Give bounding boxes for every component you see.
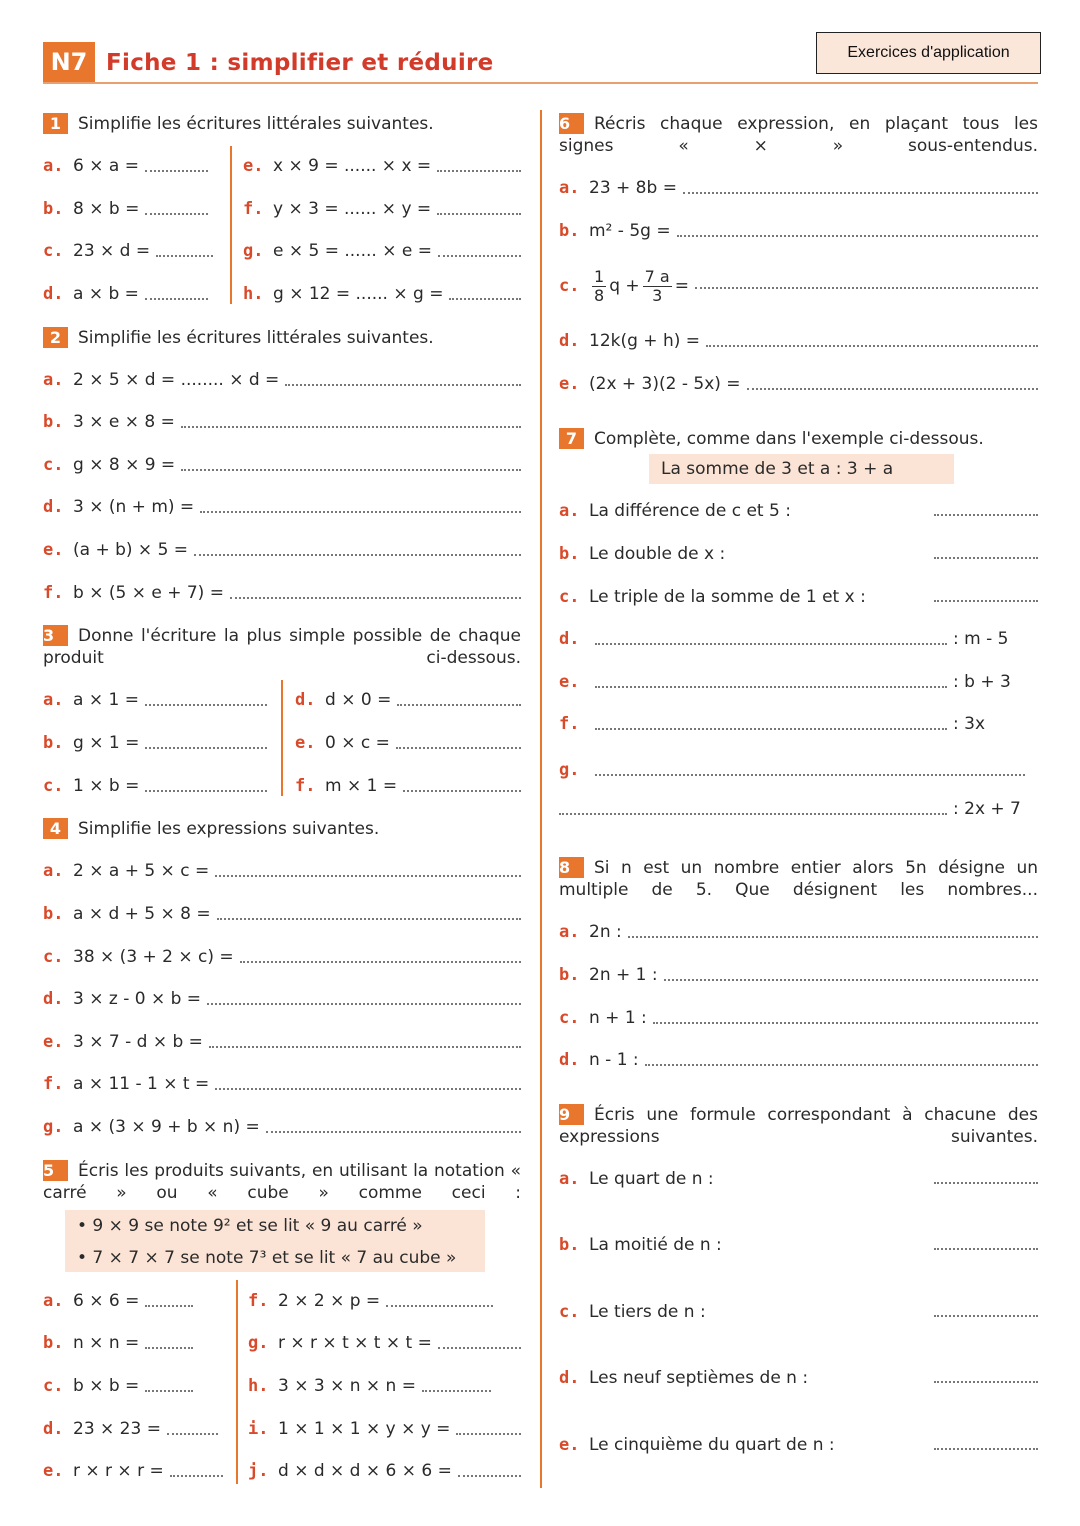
answer-blank[interactable] [145, 743, 267, 749]
item-text: 8 [594, 285, 605, 305]
item-text: 1 × b = [73, 776, 140, 796]
answer-blank[interactable] [934, 1178, 1038, 1184]
exercise-type-box: Exercices d'application [816, 32, 1041, 74]
answer-blank[interactable] [167, 1429, 218, 1435]
exercise-item [559, 501, 1038, 521]
item-label: j. [248, 1461, 269, 1481]
title-rule [43, 82, 1038, 84]
answer-blank[interactable] [145, 786, 267, 792]
item-text: : 2x + 7 [953, 799, 1021, 819]
item-text: 2n : [589, 922, 622, 942]
item-text: 6 × 6 = [73, 1291, 140, 1311]
item-label: f. [295, 776, 316, 796]
item-label: f. [248, 1291, 269, 1311]
item-text: g × 8 × 9 = [73, 455, 176, 475]
item-label: a. [43, 861, 64, 881]
item-text: g × 1 = [73, 733, 140, 753]
item-label: f. [559, 714, 580, 734]
exercise-item [248, 1461, 521, 1481]
exercise-instruction: Si n est un nombre entier alors 5n désigne un multiple de 5. Que désignent les nombres... [559, 858, 1038, 900]
item-label: d. [43, 497, 64, 517]
item-label: f. [243, 199, 264, 219]
exercise-instruction: Écris les produits suivants, en utilisant la notation « carré » ou « cube » comme ceci : [43, 1161, 521, 1203]
item-text: a × b = [73, 284, 139, 304]
answer-blank[interactable] [934, 1377, 1038, 1383]
exercise-7-heading [559, 428, 1038, 450]
exercise-number: 8 [559, 857, 584, 878]
exercise-instruction: Simplifie les écritures littérales suivantes. [78, 328, 434, 348]
answer-blank[interactable] [747, 384, 1038, 390]
item-label: f. [43, 583, 64, 603]
answer-blank[interactable] [595, 770, 1025, 776]
answer-blank[interactable] [145, 1386, 193, 1392]
item-text: 3 [652, 285, 663, 305]
exercise-item [43, 861, 521, 881]
item-text: m × 1 = [325, 776, 398, 796]
notation-hint-box [65, 1210, 485, 1272]
exercise-item [43, 583, 521, 603]
page-title: Fiche 1 : simplifier et réduire [106, 50, 494, 76]
exercise-item [43, 947, 521, 967]
item-label: e. [559, 1435, 580, 1455]
item-text: 8 × b = [73, 199, 140, 219]
exercise-number: 2 [43, 327, 68, 348]
answer-blank[interactable] [240, 957, 521, 963]
item-text: x × 9 = ...... × x = [273, 156, 432, 176]
answer-blank[interactable] [266, 1127, 521, 1133]
answer-blank[interactable] [156, 251, 213, 257]
exercise-item [43, 497, 521, 517]
fraction [643, 268, 672, 305]
item-text: a × d + 5 × 8 = [73, 904, 211, 924]
exercise-instruction: Simplifie les expressions suivantes. [78, 819, 380, 839]
item-label: a. [559, 922, 580, 942]
item-label: b. [559, 544, 580, 564]
item-label: d. [295, 690, 316, 710]
item-text: a × 11 - 1 × t = [73, 1074, 210, 1094]
item-text: g × 12 = ...... × g = [273, 284, 444, 304]
exercise-item [43, 540, 521, 560]
answer-blank[interactable] [207, 999, 521, 1005]
item-label: h. [243, 284, 264, 304]
item-text: n + 1 : [589, 1008, 647, 1028]
item-text: Le cinquième du quart de n : [589, 1435, 835, 1455]
chapter-badge: N7 [43, 42, 95, 82]
column-divider [540, 110, 542, 1488]
item-label: g. [248, 1333, 269, 1353]
answer-blank[interactable] [595, 682, 947, 688]
answer-blank[interactable] [145, 294, 208, 300]
exercise-item [43, 412, 521, 432]
exercise-number: 5 [43, 1160, 68, 1181]
answer-blank[interactable] [285, 380, 521, 386]
exercise-number: 9 [559, 1104, 584, 1125]
item-text: e × 5 = ...... × e = [273, 241, 432, 261]
exercise-instruction: Simplifie les écritures littérales suivantes. [78, 114, 434, 134]
exercise-8-heading [559, 857, 1038, 901]
answer-blank[interactable] [653, 1018, 1038, 1024]
item-label: a. [43, 1291, 64, 1311]
item-text: y × 3 = ...... × y = [273, 199, 432, 219]
item-text: La différence de c et 5 : [589, 501, 791, 521]
item-label: c. [559, 587, 580, 607]
item-text: b × b = [73, 1376, 140, 1396]
exercise-item [43, 1074, 521, 1094]
exercise-item [43, 989, 521, 1009]
answer-blank[interactable] [215, 871, 521, 877]
item-text: 23 × d = [73, 241, 151, 261]
exercise-6-heading [559, 113, 1038, 157]
exercise-number: 1 [43, 113, 68, 134]
exercise-item [43, 733, 267, 753]
exercise-instruction: Récris chaque expression, en plaçant tous les signes « × » sous-entendus. [559, 114, 1038, 156]
exercise-item [559, 1435, 1038, 1455]
item-label: e. [43, 540, 64, 560]
item-text: = [674, 276, 689, 296]
exercise-item [248, 1291, 493, 1311]
item-text: n - 1 : [589, 1050, 639, 1070]
answer-blank[interactable] [386, 1301, 493, 1307]
item-label: c. [43, 241, 64, 261]
answer-blank[interactable] [438, 251, 521, 257]
item-label: c. [43, 1376, 64, 1396]
exercise-item [559, 1008, 1038, 1028]
item-text: r × r × t × t × t = [278, 1333, 432, 1353]
exercise-5-heading [43, 1160, 521, 1204]
exercise-item [43, 1117, 521, 1137]
item-label: f. [43, 1074, 64, 1094]
exercise-item [559, 221, 1038, 241]
exercise-item [43, 156, 208, 176]
exercise-item [559, 1368, 1038, 1388]
exercise-number: 7 [559, 428, 584, 449]
exercise-item [43, 241, 213, 261]
answer-blank[interactable] [181, 465, 521, 471]
exercise-item [559, 760, 1025, 780]
item-label: d. [559, 629, 580, 649]
answer-blank[interactable] [934, 1244, 1038, 1250]
exercise-item [559, 922, 1038, 942]
answer-blank[interactable] [397, 700, 521, 706]
item-label: a. [43, 370, 64, 390]
item-label: i. [248, 1419, 269, 1439]
item-text: Le triple de la somme de 1 et x : [589, 587, 866, 607]
answer-blank[interactable] [934, 596, 1038, 602]
answer-blank[interactable] [934, 553, 1038, 559]
item-text: 3 × (n + m) = [73, 497, 195, 517]
exercise-item [43, 199, 208, 219]
exercise-item [559, 1050, 1038, 1070]
exercise-item [559, 1169, 1038, 1189]
item-label: e. [243, 156, 264, 176]
item-text: d × 0 = [325, 690, 392, 710]
item-label: a. [43, 156, 64, 176]
item-text: Les neuf septièmes de n : [589, 1368, 809, 1388]
item-text: (a + b) × 5 = [73, 540, 189, 560]
exercise-item [248, 1376, 491, 1396]
item-text: : m - 5 [953, 629, 1009, 649]
item-text: 1 × 1 × 1 × y × y = [278, 1419, 451, 1439]
exercise-item [559, 265, 1038, 307]
item-label: c. [559, 276, 580, 296]
item-label: b. [559, 1235, 580, 1255]
answer-blank[interactable] [170, 1471, 223, 1477]
exercise-4-heading [43, 818, 521, 840]
exercise-item [295, 690, 521, 710]
exercise-item [43, 904, 521, 924]
item-text: n × n = [73, 1333, 140, 1353]
answer-blank[interactable] [458, 1471, 521, 1477]
item-text: b × (5 × e + 7) = [73, 583, 224, 603]
item-text: 3 × 7 - d × b = [73, 1032, 203, 1052]
exercise-item [559, 178, 1038, 198]
answer-blank[interactable] [145, 166, 208, 172]
item-text: 6 × a = [73, 156, 139, 176]
answer-blank[interactable] [559, 809, 947, 815]
exercise-item [43, 370, 521, 390]
answer-blank[interactable] [934, 1444, 1038, 1450]
hint-line: • 9 × 9 se note 9² et se lit « 9 au carré » [77, 1216, 423, 1236]
exercise-instruction: Donne l'écriture la plus simple possible de chaque produit ci-dessous. [43, 626, 521, 668]
answer-blank[interactable] [145, 1343, 193, 1349]
item-text: 7 a [644, 266, 670, 286]
exercise-item [559, 374, 1038, 394]
item-label: b. [43, 199, 64, 219]
answer-blank[interactable] [645, 1060, 1038, 1066]
item-text: a × 1 = [73, 690, 139, 710]
item-text: 3 × 3 × n × n = [278, 1376, 416, 1396]
item-label: d. [559, 1050, 580, 1070]
answer-blank[interactable] [677, 231, 1038, 237]
item-text: 23 × 23 = [73, 1419, 161, 1439]
exercise-item [243, 156, 521, 176]
exercise-item [43, 1291, 193, 1311]
answer-blank[interactable] [706, 341, 1038, 347]
item-label: d. [559, 331, 580, 351]
answer-blank[interactable] [664, 975, 1038, 981]
item-text: 12k(g + h) = [589, 331, 701, 351]
item-label: e. [295, 733, 316, 753]
item-text: Le tiers de n : [589, 1302, 706, 1322]
exercise-item [43, 284, 208, 304]
answer-blank[interactable] [181, 422, 521, 428]
item-label: g. [559, 760, 580, 780]
exercise-instruction: Complète, comme dans l'exemple ci-dessous. [594, 429, 984, 449]
item-label: c. [43, 776, 64, 796]
exercise-item [559, 714, 1038, 734]
exercise-item [295, 733, 521, 753]
answer-blank[interactable] [437, 166, 521, 172]
item-text: q + [609, 276, 640, 296]
answer-blank[interactable] [145, 209, 208, 215]
hint-line: • 7 × 7 × 7 se note 7³ et se lit « 7 au cube » [77, 1248, 457, 1268]
exercise-item [243, 241, 521, 261]
item-text: 2n + 1 : [589, 965, 658, 985]
item-label: b. [559, 221, 580, 241]
exercise-item [559, 544, 1038, 564]
exercise-item [559, 587, 1038, 607]
column-separator [281, 680, 283, 796]
item-label: g. [243, 241, 264, 261]
exercise-item [243, 284, 521, 304]
answer-blank[interactable] [628, 932, 1038, 938]
item-label: c. [559, 1302, 580, 1322]
item-text: Le quart de n : [589, 1169, 714, 1189]
item-label: b. [43, 412, 64, 432]
exercise-item [559, 629, 1038, 649]
item-text: a × (3 × 9 + b × n) = [73, 1117, 260, 1137]
fraction [592, 268, 606, 305]
item-text: m² - 5g = [589, 221, 671, 241]
exercise-2-heading [43, 327, 521, 349]
item-text: 3 × e × 8 = [73, 412, 175, 432]
answer-blank[interactable] [194, 550, 521, 556]
answer-blank[interactable] [215, 1084, 521, 1090]
item-text: 1 [594, 266, 605, 286]
item-text: 23 + 8b = [589, 178, 677, 198]
item-text: : 3x [953, 714, 986, 734]
item-text: 3 × z - 0 × b = [73, 989, 202, 1009]
item-label: c. [559, 1008, 580, 1028]
exercise-item [43, 1376, 193, 1396]
item-label: b. [43, 733, 64, 753]
item-text: 0 × c = [325, 733, 390, 753]
exercise-item [248, 1333, 521, 1353]
answer-blank[interactable] [437, 209, 521, 215]
exercise-item [559, 1235, 1038, 1255]
exercise-item [43, 1032, 521, 1052]
exercise-item [43, 1461, 223, 1481]
example-box: La somme de 3 et a : 3 + a [649, 454, 954, 484]
item-text: 2 × 2 × p = [278, 1291, 381, 1311]
item-label: d. [559, 1368, 580, 1388]
exercise-item [43, 776, 267, 796]
answer-blank[interactable] [396, 743, 521, 749]
answer-blank[interactable] [438, 1343, 521, 1349]
item-text: 2 × a + 5 × c = [73, 861, 210, 881]
answer-blank[interactable] [145, 1301, 193, 1307]
answer-blank[interactable] [209, 1042, 521, 1048]
exercise-1-heading [43, 113, 521, 135]
item-label: e. [43, 1032, 64, 1052]
item-text: La moitié de n : [589, 1235, 722, 1255]
item-label: b. [43, 904, 64, 924]
item-text: d × d × d × 6 × 6 = [278, 1461, 452, 1481]
exercise-item [248, 1419, 521, 1439]
exercise-item [295, 776, 521, 796]
column-separator [236, 1280, 238, 1484]
answer-blank[interactable] [934, 510, 1038, 516]
answer-blank[interactable] [456, 1429, 521, 1435]
item-label: g. [43, 1117, 64, 1137]
item-label: b. [43, 1333, 64, 1353]
exercise-item [559, 1302, 1038, 1322]
exercise-item [43, 690, 267, 710]
item-label: a. [43, 690, 64, 710]
exercise-instruction: Écris une formule correspondant à chacune des expressions suivantes. [559, 1105, 1038, 1147]
exercise-item [43, 1419, 218, 1439]
item-label: a. [559, 501, 580, 521]
answer-blank[interactable] [145, 700, 267, 706]
item-label: e. [559, 672, 580, 692]
exercise-item [243, 199, 521, 219]
answer-blank[interactable] [934, 1311, 1038, 1317]
item-text: : b + 3 [953, 672, 1011, 692]
item-text: Le double de x : [589, 544, 726, 564]
item-label: a. [559, 1169, 580, 1189]
answer-blank[interactable] [683, 188, 1038, 194]
answer-blank[interactable] [695, 283, 1038, 289]
exercise-3-heading [43, 625, 521, 669]
exercise-item [43, 1333, 193, 1353]
item-label: d. [43, 284, 64, 304]
exercise-item [559, 799, 1038, 819]
answer-blank[interactable] [217, 914, 521, 920]
exercise-item [559, 965, 1038, 985]
item-label: h. [248, 1376, 269, 1396]
item-label: e. [43, 1461, 64, 1481]
exercise-number: 4 [43, 818, 68, 839]
exercise-number: 3 [43, 625, 68, 646]
answer-blank[interactable] [230, 593, 521, 599]
exercise-number: 6 [559, 113, 584, 134]
exercise-9-heading [559, 1104, 1038, 1148]
exercise-item [559, 331, 1038, 351]
item-label: b. [559, 965, 580, 985]
exercise-item [43, 455, 521, 475]
item-text: (2x + 3)(2 - 5x) = [589, 374, 741, 394]
answer-blank[interactable] [403, 786, 521, 792]
item-text: 2 × 5 × d = ........ × d = [73, 370, 280, 390]
item-label: d. [43, 1419, 64, 1439]
answer-blank[interactable] [422, 1386, 491, 1392]
answer-blank[interactable] [200, 507, 521, 513]
item-label: d. [43, 989, 64, 1009]
item-label: c. [43, 455, 64, 475]
answer-blank[interactable] [595, 724, 947, 730]
column-separator [230, 146, 232, 304]
answer-blank[interactable] [449, 294, 521, 300]
item-label: c. [43, 947, 64, 967]
item-label: a. [559, 178, 580, 198]
item-label: e. [559, 374, 580, 394]
item-text: r × r × r = [73, 1461, 164, 1481]
answer-blank[interactable] [595, 639, 947, 645]
item-text: 38 × (3 + 2 × c) = [73, 947, 234, 967]
exercise-item [559, 672, 1038, 692]
